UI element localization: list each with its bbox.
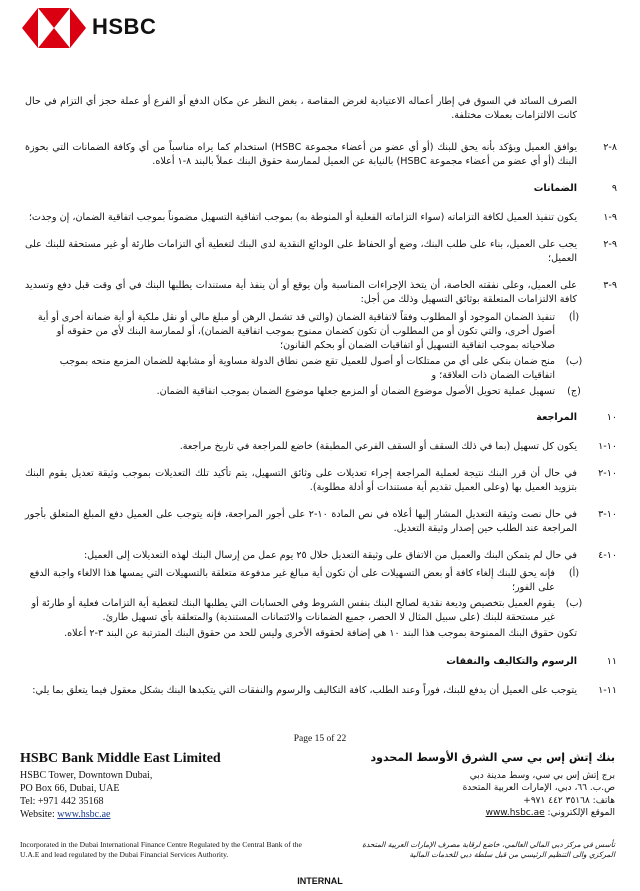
clause-text: تكون حقوق البنك الممنوحة بموجب هذا البند ١٠ هي إضافة لحقوقه الأخرى وليس للحد من حقوق البنك المترتبة عن البند ٣-٢ أعلاه. bbox=[64, 628, 577, 639]
section-11-heading bbox=[25, 655, 617, 669]
address-line-2: PO Box 66, Dubai, UAE bbox=[20, 783, 120, 794]
clause-text: في حال لم يتمكن البنك والعميل من الاتفاق على وثيقة التعديل خلال ٢٥ يوم عمل من إرسال البنك لهذه التعديلات إلى العميل: bbox=[83, 550, 577, 561]
clause-9-3-item-b bbox=[25, 355, 617, 383]
item-marker: (أ) bbox=[568, 312, 580, 323]
clause-text: يوافق العميل ويؤكد بأنه يحق للبنك (أو أي عضو من أعضاء مجموعة HSBC) استخدام كما يراه مناسباً من أي وكافة الضمانات التي بحوزة البنك (أو أي عضو من أعضاء مجموعة HSBC) بالنيابة عن العميل لممارسة حقوق البنك عملاً بالبند ٨-١ أعلاه. bbox=[25, 142, 577, 167]
address-line-2-ar: ص.ب. ٦٦، دبي، الإمارات العربية المتحدة bbox=[462, 783, 615, 793]
section-title: المراجعة bbox=[536, 412, 577, 423]
intro-paragraph bbox=[25, 95, 617, 123]
clause-number: ١٠-٤ bbox=[598, 550, 617, 561]
brand-name: HSBC bbox=[92, 14, 157, 39]
clause-number: ١١-١ bbox=[598, 685, 617, 696]
clause-10-2 bbox=[25, 467, 617, 495]
clause-number: ٩-٣ bbox=[603, 280, 617, 291]
item-text: تسهيل عملية تحويل الأصول موضوع الضمان أو المزمع جعلها موضوع الضمان بموجب اتفاقية الضمان. bbox=[156, 386, 555, 397]
address-line-1-ar: برج إتش إس بي سي، وسط مدينة دبي bbox=[469, 770, 615, 781]
clause-8-2 bbox=[25, 141, 617, 169]
paragraph-text: الصرف السائد في السوق في إطار أعماله الاعتيادية لغرض المقاصة ، بغض النظر عن مكان الدفع أو الفرع أو عملة حجز أي التزام في حال كانت الالتزامات بعملات مختلفة. bbox=[25, 96, 577, 121]
item-text: منح ضمان بنكي على أي من ممتلكات أو أصول للعميل تقع ضمن نطاق الدولة مساوية أو مشابهة للضمان المزمع منحه بموجب اتفاقيات الضمان ذات العلاقة؛ و bbox=[59, 356, 555, 381]
item-marker: (أ) bbox=[568, 568, 580, 579]
item-text: فإنه يحق للبنك إلغاء كافة أو بعض التسهيلات على أن تكون أية مبالغ غير مدفوعة متعلقة بالتسهيلات التي يمسها هذا الالغاء واجبة الدفع على الفور؛ bbox=[29, 568, 555, 593]
item-text: تنفيذ الضمان الموجود أو المطلوب وفقاً لاتفاقية الضمان (والتي قد تشمل الرهن أو مبلغ مالي أو نقل ملكية أو أية ضمانة أخرى أو أية أصول أخرى، والتي تكون أو من المطلوب أن تكون كضمان ممنوح بموجب اتفاقية الضمان)، أو لممارسة البنك لأي من حقوقه أو صلاحياته بموجب اتفاقية التسهيل أو اتفاقيات الضمان أو بحكم القانون؛ bbox=[37, 312, 555, 351]
footer-address-ar bbox=[355, 752, 615, 820]
clause-number: ٨-٢ bbox=[603, 142, 617, 153]
company-name-en: HSBC Bank Middle East Limited bbox=[20, 751, 221, 766]
address-line-1: HSBC Tower, Downtown Dubai, bbox=[20, 770, 153, 781]
company-name-ar: بنك إتش إس بي سي الشرق الأوسط المحدود bbox=[370, 751, 615, 764]
item-marker: (ج) bbox=[567, 386, 581, 397]
section-number: ١٠ bbox=[606, 412, 617, 423]
telephone: Tel: +971 442 35168 bbox=[20, 796, 104, 807]
website-row bbox=[20, 808, 310, 821]
section-title: الرسوم والتكاليف والنفقات bbox=[446, 656, 577, 667]
clause-9-1 bbox=[25, 211, 617, 225]
item-marker: (ب) bbox=[565, 356, 583, 367]
website-label: Website: bbox=[20, 809, 58, 820]
clause-10-4 bbox=[25, 549, 617, 563]
page-number: Page 15 of 22 bbox=[293, 734, 347, 744]
clause-text: يتوجب على العميل أن يدفع للبنك، فوراً وعند الطلب، كافة التكاليف والرسوم والنفقات التي يتكبدها البنك بشكل معقول فيما يتعلق بما يلي: bbox=[32, 685, 577, 696]
clause-text: على العميل، وعلى نفقته الخاصة، أن يتخذ الإجراءات المناسبة وأن يوقع أو أن ينفذ أية مستندات يطلبها البنك في أي وقت قبل دفع وتسديد كافة الالتزامات المتعلقة بوثائق التسهيل وذلك من أجل: bbox=[25, 280, 577, 305]
clause-10-4-item-b bbox=[25, 597, 617, 625]
clause-number: ٩-٢ bbox=[603, 239, 617, 250]
clause-number: ١٠-٣ bbox=[598, 509, 617, 520]
legal-notice-ar: تأسس في مركز دبي المالي العالمي، خاضع لرقابة مصرف الإمارات العربية المتحدة المركزي والى التنظيم الرئيسي من قبل سلطة دبي للخدمات المالية bbox=[362, 840, 615, 859]
clause-9-3-item-a bbox=[25, 311, 617, 353]
section-number: ٩ bbox=[611, 183, 617, 194]
header bbox=[22, 8, 222, 48]
website-label-ar: الموقع الإلكتروني: bbox=[544, 808, 615, 818]
clause-10-4-item-a bbox=[25, 567, 617, 595]
clause-text: في حال نصت وثيقة التعديل المشار إليها أعلاه في نص المادة ١٠-٢ على أجور المراجعة، فإنه يتوجب على العميل دفع المبلغ المتعلق بأجور المراجعة عند الطلب حين إصدار وثيقة التعديل. bbox=[25, 509, 577, 534]
section-number: ١١ bbox=[606, 656, 617, 667]
website-link[interactable]: www.hsbc.ae bbox=[57, 809, 111, 820]
section-9-heading bbox=[25, 182, 617, 196]
website-row-ar bbox=[355, 807, 615, 820]
footer-address-en bbox=[20, 752, 310, 821]
classification-label: INTERNAL bbox=[297, 876, 343, 886]
clause-number: ١٠-١ bbox=[598, 441, 617, 452]
clause-10-3 bbox=[25, 508, 617, 536]
website-link-ar[interactable]: www.hsbc.ae bbox=[485, 808, 545, 818]
clause-text: في حال أن قرر البنك نتيجة لعملية المراجعة إجراء تعديلات على وثائق التسهيل، يتم تأكيد تلك التعديلات بموجب وثيقة تعديل يقوم البنك بتزويد العميل بها (وعلى العميل تقديم أية مستندات أو أدلة مطلوبة). bbox=[25, 468, 577, 493]
legal-notice-en: Incorporated in the Dubai International Finance Centre Regulated by the Central Bank of the U.A.E and lead regulated by the Dubai Financial Services Authority. bbox=[20, 840, 302, 859]
telephone-ar: هاتف: ٣٥١٦٨ ٤٤٢ ٩٧١+ bbox=[523, 795, 615, 806]
item-marker: (ب) bbox=[565, 598, 583, 609]
section-10-heading bbox=[25, 411, 617, 425]
item-text: يقوم العميل بتخصيص وديعة نقدية لصالح البنك بنفس الشروط وفي الحسابات التي يطلبها البنك لتغطية أية التزامات فعلية أو طارئة أو غير مستحقة للبنك (على سبيل المثال لا الحصر، جميع الضمانات والائتمانات المستندية) والمتعلقة بأي تسهيل طارئ. bbox=[31, 598, 555, 623]
clause-9-3 bbox=[25, 279, 617, 307]
clause-text: يكون تنفيذ العميل لكافة التزاماته (سواء التزاماته الفعلية أو المنوطة به) بموجب اتفاقية التسهيل مضموناً بموجب اتفاقية الضمان، إن وجدت؛ bbox=[28, 212, 577, 223]
clause-text: يجب على العميل، بناء على طلب البنك، وضع أو الحفاظ على الودائع النقدية لدى البنك لتغطية أي التزامات طارئة أو غير مستحقة للبنك على العميل؛ bbox=[25, 239, 577, 264]
clause-11-1 bbox=[25, 684, 617, 698]
hsbc-hexagon-logo-icon bbox=[22, 8, 86, 48]
document-body bbox=[25, 95, 617, 711]
clause-number: ٩-١ bbox=[603, 212, 617, 223]
clause-10-4-closing bbox=[25, 627, 617, 641]
clause-number: ١٠-٢ bbox=[598, 468, 617, 479]
clause-text: يكون كل تسهيل (بما في ذلك السقف أو السقف الفرعي المطبقة) خاضع للمراجعة في تاريخ مراجعة. bbox=[179, 441, 577, 452]
clause-9-3-item-c bbox=[25, 385, 617, 399]
section-title: الضمانات bbox=[533, 183, 577, 194]
clause-9-2 bbox=[25, 238, 617, 266]
clause-10-1 bbox=[25, 440, 617, 454]
